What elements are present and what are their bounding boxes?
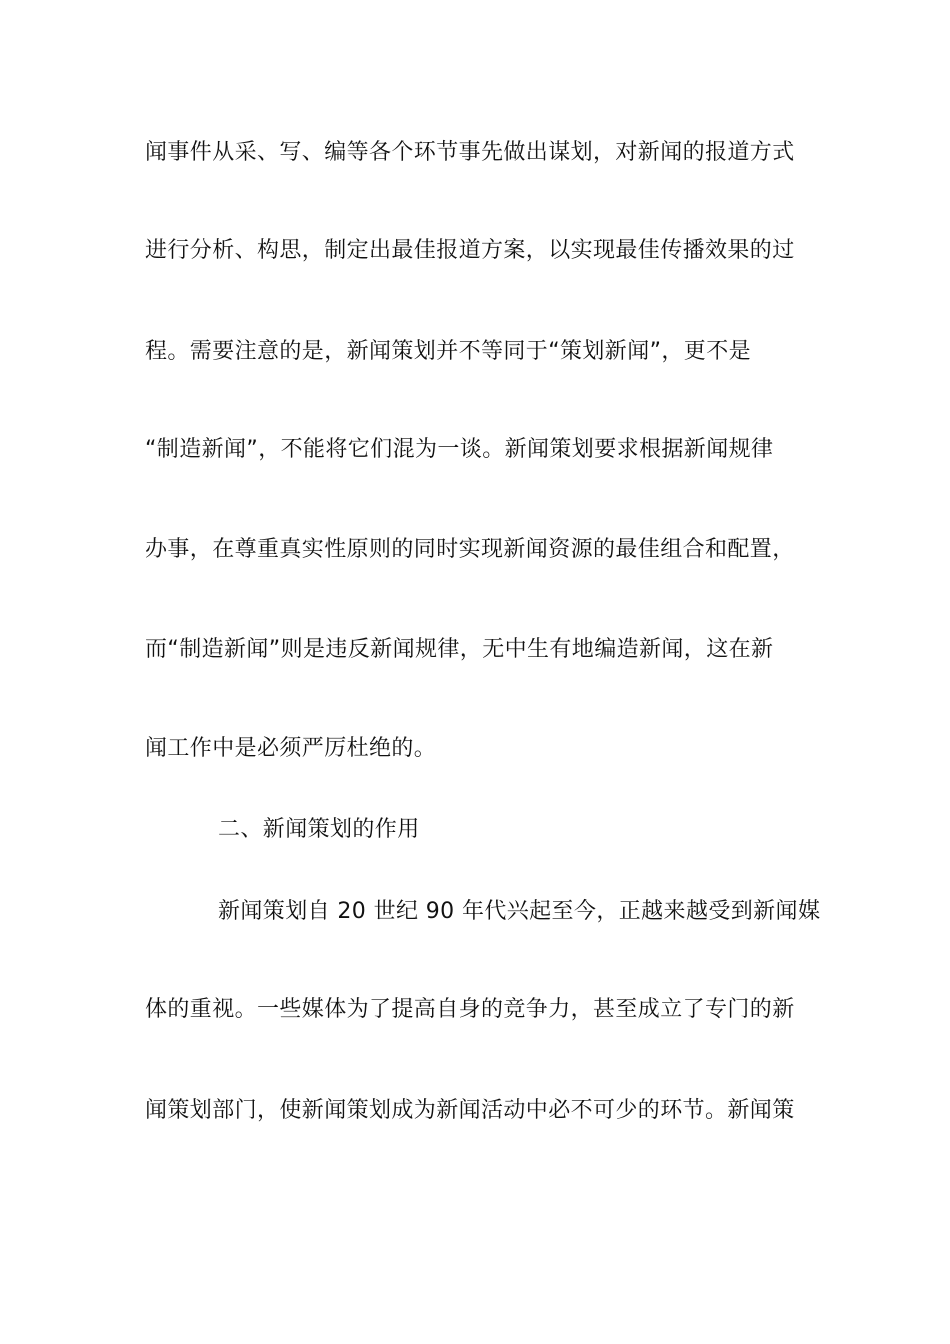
- paragraph-line: 闻事件从采、写、编等各个环节事先做出谋划，对新闻的报道方式: [145, 140, 795, 165]
- paragraph-line: 新闻策划自 20 世纪 90 年代兴起至今，正越来越受到新闻媒: [218, 899, 821, 924]
- paragraph-line: 程。需要注意的是，新闻策划并不等同于“策划新闻”，更不是: [145, 339, 751, 364]
- paragraph-line: 闻策划部门，使新闻策划成为新闻活动中必不可少的环节。新闻策: [145, 1098, 795, 1123]
- paragraph-line: “制造新闻”，不能将它们混为一谈。新闻策划要求根据新闻规律: [145, 437, 774, 462]
- paragraph-line: 而“制造新闻”则是违反新闻规律，无中生有地编造新闻，这在新: [145, 637, 774, 662]
- section-heading: 二、新闻策划的作用: [218, 817, 420, 842]
- paragraph-line: 闻工作中是必须严厉杜绝的。: [145, 736, 437, 761]
- paragraph-line: 进行分析、构思，制定出最佳报道方案，以实现最佳传播效果的过: [145, 238, 795, 263]
- paragraph-line: 体的重视。一些媒体为了提高自身的竞争力，甚至成立了专门的新: [145, 997, 795, 1022]
- paragraph-line: 办事，在尊重真实性原则的同时实现新闻资源的最佳组合和配置，: [145, 537, 795, 562]
